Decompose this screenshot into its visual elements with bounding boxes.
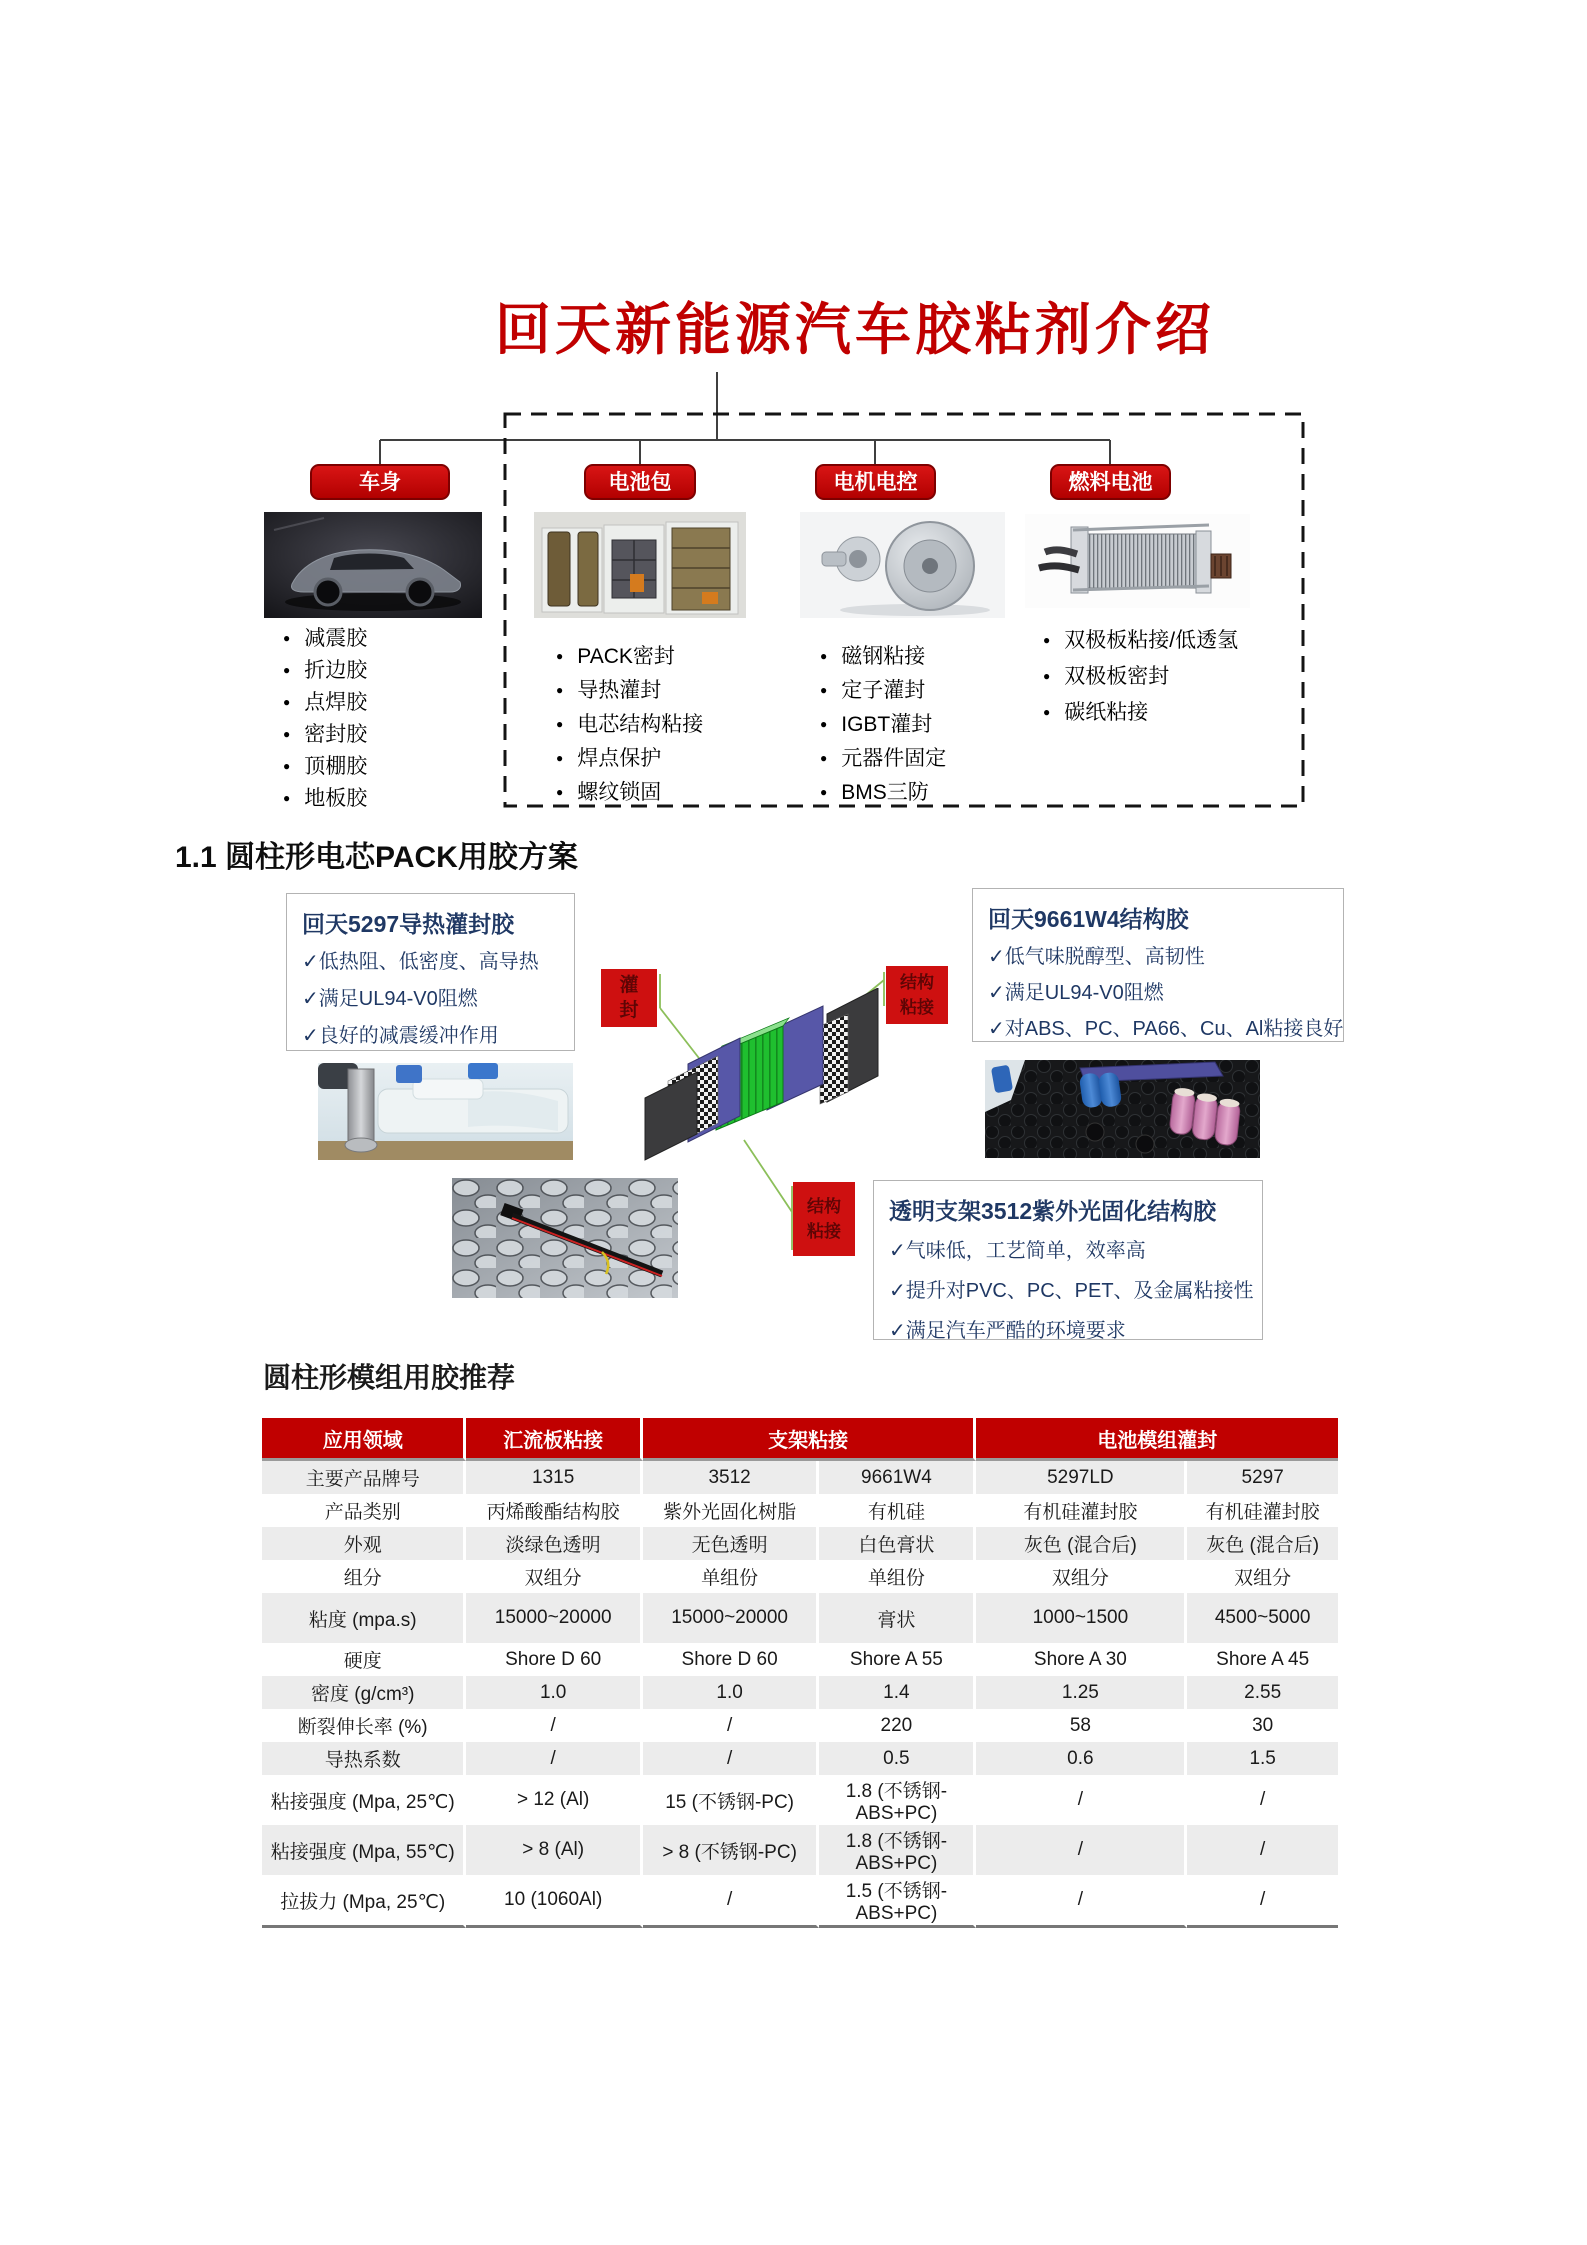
structural-bond-label-top: 结构粘接 [886,966,948,1024]
value-cell: 膏状 [819,1593,976,1643]
value-cell: 1.0 [643,1676,819,1709]
value-cell: 1.5 (不锈钢-ABS+PC) [819,1875,976,1928]
stamped-plate-cable-photo [452,1178,678,1298]
table-row [262,1560,1338,1593]
row-label-cell: 粘度 (mpa.s) [262,1593,466,1643]
value-cell: 220 [819,1709,976,1742]
bullet-item: ● IGBT灌封 [820,709,946,743]
value-cell: 5297LD [976,1461,1187,1494]
tree-connector-lines [380,372,1110,464]
value-cell: 1.8 (不锈钢-ABS+PC) [819,1825,976,1875]
potting-label: 灌封 [601,969,657,1027]
header-busbar-bonding: 汇流板粘接 [466,1418,642,1461]
callout-title: 回天5297导热灌封胶 [302,911,515,937]
bullet-item: ● 双极板粘接/低透氢 [1043,624,1238,660]
bullet-item: ● 双极板密封 [1043,660,1238,696]
row-label-cell: 组分 [262,1560,466,1593]
value-cell: / [643,1742,819,1775]
car-body-photo [264,512,482,618]
value-cell: 无色透明 [643,1527,819,1560]
motor-controller-photo [800,512,1005,618]
bullet-item: ● 元器件固定 [820,743,946,777]
value-cell: Shore A 45 [1187,1643,1338,1676]
value-cell: / [976,1825,1187,1875]
bullet-item: ● 定子灌封 [820,675,946,709]
value-cell: 0.5 [819,1742,976,1775]
table-row [262,1676,1338,1709]
value-cell: 双组分 [1187,1560,1338,1593]
bullet-item: ● 碳纸粘接 [1043,696,1238,732]
value-cell: 58 [976,1709,1187,1742]
row-label-cell: 粘接强度 (Mpa, 55℃) [262,1825,466,1875]
row-label-cell: 粘接强度 (Mpa, 25℃) [262,1775,466,1825]
value-cell: > 8 (Al) [466,1825,642,1875]
table-row [262,1742,1338,1775]
feature-item: ✓提升对PVC、PC、PET、及金属粘接性 [889,1280,1254,1302]
value-cell: 0.6 [976,1742,1187,1775]
value-cell: / [1187,1825,1338,1875]
value-cell: 15000~20000 [466,1593,642,1643]
value-cell: 1.5 [1187,1742,1338,1775]
value-cell: 5297 [1187,1461,1338,1494]
feature-item: ✓低气味脱醇型、高韧性 [988,946,1205,968]
category-box-body: 车身 [310,464,450,500]
value-cell: 1.0 [466,1676,642,1709]
value-cell: 15 (不锈钢-PC) [643,1775,819,1825]
feature-item: ✓满足汽车严酷的环境要求 [889,1320,1126,1342]
header-module-potting: 电池模组灌封 [976,1418,1338,1461]
bullet-item: ● 磁钢粘接 [820,641,946,675]
value-cell: / [1187,1875,1338,1928]
value-cell: 双组分 [466,1560,642,1593]
feature-item: ✓气味低，工艺简单，效率高 [889,1240,1146,1262]
row-label-cell: 产品类别 [262,1494,466,1527]
bullet-item: ● 电芯结构粘接 [556,709,703,743]
value-cell: 有机硅灌封胶 [976,1494,1187,1527]
value-cell: 淡绿色透明 [466,1527,642,1560]
value-cell: 9661W4 [819,1461,976,1494]
value-cell: / [976,1875,1187,1928]
category-box-fuel-cell: 燃料电池 [1050,464,1171,500]
table-row [262,1593,1338,1643]
value-cell: 白色膏状 [819,1527,976,1560]
structural-bond-label-bottom: 结构粘接 [793,1182,855,1256]
value-cell: 单组份 [643,1560,819,1593]
bullet-item: ● 顶棚胶 [283,752,367,784]
cylindrical-cells-holder-photo [985,1060,1260,1158]
bullet-item: ● 导热灌封 [556,675,703,709]
value-cell: / [643,1875,819,1928]
value-cell: 双组分 [976,1560,1187,1593]
value-cell: / [1187,1775,1338,1825]
table-row [262,1825,1338,1875]
callout-5297 [286,893,575,1051]
row-label-cell: 硬度 [262,1643,466,1676]
feature-item: ✓满足UL94-V0阻燃 [988,982,1164,1004]
row-label-cell: 外观 [262,1527,466,1560]
row-label-cell: 主要产品牌号 [262,1461,466,1494]
bullet-item: ● 折边胶 [283,656,367,688]
feature-item: ✓满足UL94-V0阻燃 [302,988,478,1010]
bullet-item: ● 焊点保护 [556,743,703,777]
category-box-motor-control: 电机电控 [815,464,936,500]
value-cell: 15000~20000 [643,1593,819,1643]
row-label-cell: 拉拔力 (Mpa, 25℃) [262,1875,466,1928]
table-row [262,1709,1338,1742]
value-cell: 2.55 [1187,1676,1338,1709]
header-bracket-bonding: 支架粘接 [643,1418,977,1461]
table-row [262,1527,1338,1560]
value-cell: 3512 [643,1461,819,1494]
callout-feature-list [988,939,1344,1047]
value-cell: 1315 [466,1461,642,1494]
value-cell: 紫外光固化树脂 [643,1494,819,1527]
table-row [262,1875,1338,1928]
potting-application-photo [318,1063,573,1160]
bullet-item: ● 减震胶 [283,624,367,656]
callout-title: 透明支架3512紫外光固化结构胶 [889,1198,1217,1224]
recommend-table [262,1418,1338,1928]
feature-item: ✓低热阻、低密度、高导热 [302,951,539,973]
value-cell: Shore A 30 [976,1643,1187,1676]
value-cell: 1.8 (不锈钢-ABS+PC) [819,1775,976,1825]
fuel-cell-stack-photo [1025,514,1250,608]
row-label-cell: 断裂伸长率 (%) [262,1709,466,1742]
recommend-heading: 圆柱形模组用胶推荐 [263,1362,516,1393]
value-cell: Shore D 60 [466,1643,642,1676]
value-cell: 丙烯酸酯结构胶 [466,1494,642,1527]
bullet-item: ● 密封胶 [283,720,367,752]
value-cell: / [976,1775,1187,1825]
table-row [262,1643,1338,1676]
value-cell: / [466,1709,642,1742]
bullet-item: ● 螺纹锁固 [556,777,703,811]
value-cell: 1.25 [976,1676,1187,1709]
value-cell: > 8 (不锈钢-PC) [643,1825,819,1875]
page-title: 回天新能源汽车胶粘剂介绍 [495,298,1215,361]
fuel-cell-adhesive-list [1043,624,1238,732]
header-application-field: 应用领域 [262,1418,466,1461]
bullet-item: ● 点焊胶 [283,688,367,720]
value-cell: > 12 (Al) [466,1775,642,1825]
battery-pack-adhesive-list [556,641,703,811]
value-cell: 灰色 (混合后) [976,1527,1187,1560]
value-cell: Shore D 60 [643,1643,819,1676]
bullet-item: ● 地板胶 [283,784,367,816]
table-row [262,1494,1338,1527]
callout-3512 [873,1180,1263,1340]
bullet-item: ● BMS三防 [820,777,946,811]
value-cell: 1.4 [819,1676,976,1709]
value-cell: 单组份 [819,1560,976,1593]
value-cell: 有机硅 [819,1494,976,1527]
bullet-item: ● PACK密封 [556,641,703,675]
motor-adhesive-list [820,641,946,811]
value-cell: 30 [1187,1709,1338,1742]
feature-item: ✓良好的减震缓冲作用 [302,1025,499,1047]
table-row [262,1461,1338,1494]
value-cell: 灰色 (混合后) [1187,1527,1338,1560]
value-cell: 4500~5000 [1187,1593,1338,1643]
value-cell: Shore A 55 [819,1643,976,1676]
battery-exploded-diagram [580,988,900,1183]
row-label-cell: 导热系数 [262,1742,466,1775]
value-cell: / [466,1742,642,1775]
feature-item: ✓对ABS、PC、PA66、Cu、Al粘接良好 [988,1018,1344,1040]
callout-title: 回天9661W4结构胶 [988,906,1189,932]
table-header-row [262,1418,1338,1461]
section-1-1-heading: 1.1 圆柱形电芯PACK用胶方案 [175,841,578,874]
table-row [262,1775,1338,1825]
value-cell: 10 (1060Al) [466,1875,642,1928]
callout-9661w4 [972,888,1344,1042]
value-cell: 1000~1500 [976,1593,1187,1643]
callout-feature-list [889,1231,1254,1351]
battery-pack-photo [534,512,746,618]
value-cell: / [643,1709,819,1742]
row-label-cell: 密度 (g/cm³) [262,1676,466,1709]
callout-feature-list [302,944,559,1055]
category-box-battery-pack: 电池包 [584,464,696,500]
body-adhesive-list [283,624,367,816]
value-cell: 有机硅灌封胶 [1187,1494,1338,1527]
